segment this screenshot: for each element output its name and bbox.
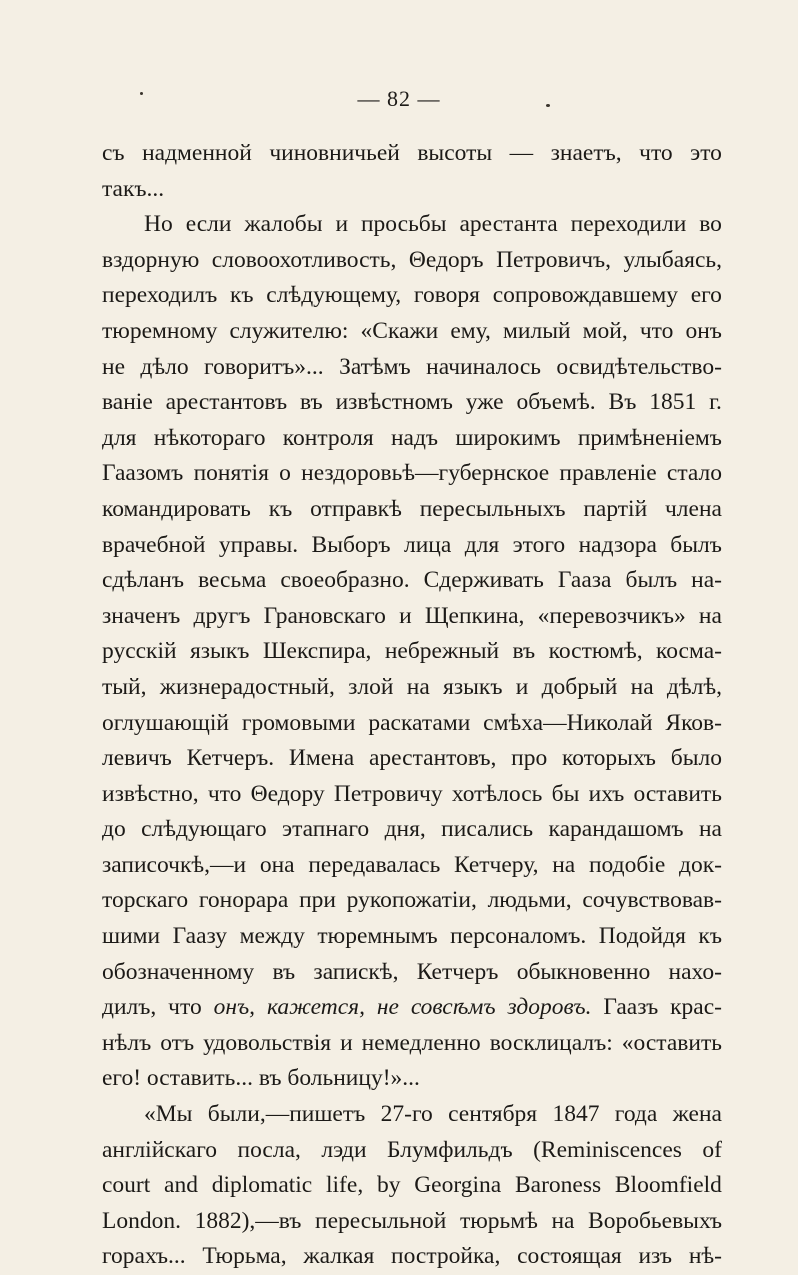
text-line: Но если жалобы и просьбы арестанта переходили во [144, 211, 722, 238]
text-line: торскаго гонорара при рукопожатіи, людьми, сочувствовав- [102, 887, 722, 914]
text-line: тюремному служителю: «Скажи ему, милый мой, что онъ [102, 317, 722, 344]
text-line: «Мы были,—пишетъ 27-го сентября 1847 года жена [144, 1101, 722, 1128]
text-line: левичъ Кетчеръ. Имена арестантовъ, про которыхъ было [102, 745, 722, 772]
text-line: значенъ другъ Грановскаго и Щепкина, «перевозчикъ» на [102, 602, 722, 629]
text-line: шими Гаазу между тюремнымъ персоналомъ. Подойдя къ [102, 923, 722, 950]
page-number: — 82 — [357, 86, 441, 111]
text-line: сдѣланъ весьма своеобразно. Сдерживать Гааза былъ на- [102, 567, 722, 594]
text-line: нѣлъ отъ удовольствія и немедленно восклицалъ: «оставить [102, 1029, 722, 1056]
text-line: дилъ, что онъ, кажется, не совсѣмъ здоровъ. Гаазъ крас- [102, 994, 722, 1021]
text-line: записочкѣ,—и она передавалась Кетчеру, на подобіе док- [102, 851, 722, 878]
text-line: оглушающій громовыми раскатами смѣха—Николай Яков- [102, 709, 722, 736]
text-line: London. 1882),—въ пересыльной тюрьмѣ на Воробьевыхъ [102, 1207, 722, 1234]
text-line: вздорную словоохотливость, Θедоръ Петровичъ, улыбаясь, [102, 246, 722, 273]
text-line: англійскаго посла, лэди Блумфильдъ (Reminiscences of [102, 1136, 722, 1163]
text-line: русскій языкъ Шекспира, небрежный въ костюмѣ, косма- [102, 638, 722, 665]
text-line: переходилъ къ слѣдующему, говоря сопровождавшему его [102, 282, 722, 309]
text-line: Гаазомъ понятія о нездоровьѣ—губернское правленіе стало [102, 460, 722, 487]
text-line: такъ... [102, 175, 165, 202]
body-text [102, 136, 722, 1275]
text-line: для нѣкотораго контроля надъ широкимъ примѣненіемъ [102, 424, 722, 451]
text-line: его! оставить... въ больницу!»... [102, 1065, 420, 1092]
text-line: не дѣло говоритъ»... Затѣмъ начиналось освидѣтельство- [102, 353, 722, 380]
text-line: горахъ... Тюрьма, жалкая постройка, состоящая изъ нѣ- [102, 1243, 722, 1270]
text-line: обозначенному въ запискѣ, Кетчеръ обыкновенно нахо- [102, 958, 722, 985]
text-line: командировать къ отправкѣ пересыльныхъ партій члена [102, 495, 722, 522]
text-line: court and diplomatic life, by Georgina Baroness Bloomfield [102, 1172, 722, 1199]
text-line: врачебной управы. Выборъ лица для этого надзора былъ [102, 531, 722, 558]
text-line: до слѣдующаго этапнаго дня, писались карандашомъ на [102, 816, 722, 843]
text-line: извѣстно, что Θедору Петровичу хотѣлось бы ихъ оставить [102, 780, 722, 807]
text-line: тый, жизнерадостный, злой на языкъ и добрый на дѣлѣ, [102, 673, 722, 700]
text-line: съ надменной чиновничьей высоты — знаетъ, что это [102, 140, 722, 166]
text-line: ваніе арестантовъ въ извѣстномъ уже объемѣ. Въ 1851 г. [102, 389, 722, 416]
